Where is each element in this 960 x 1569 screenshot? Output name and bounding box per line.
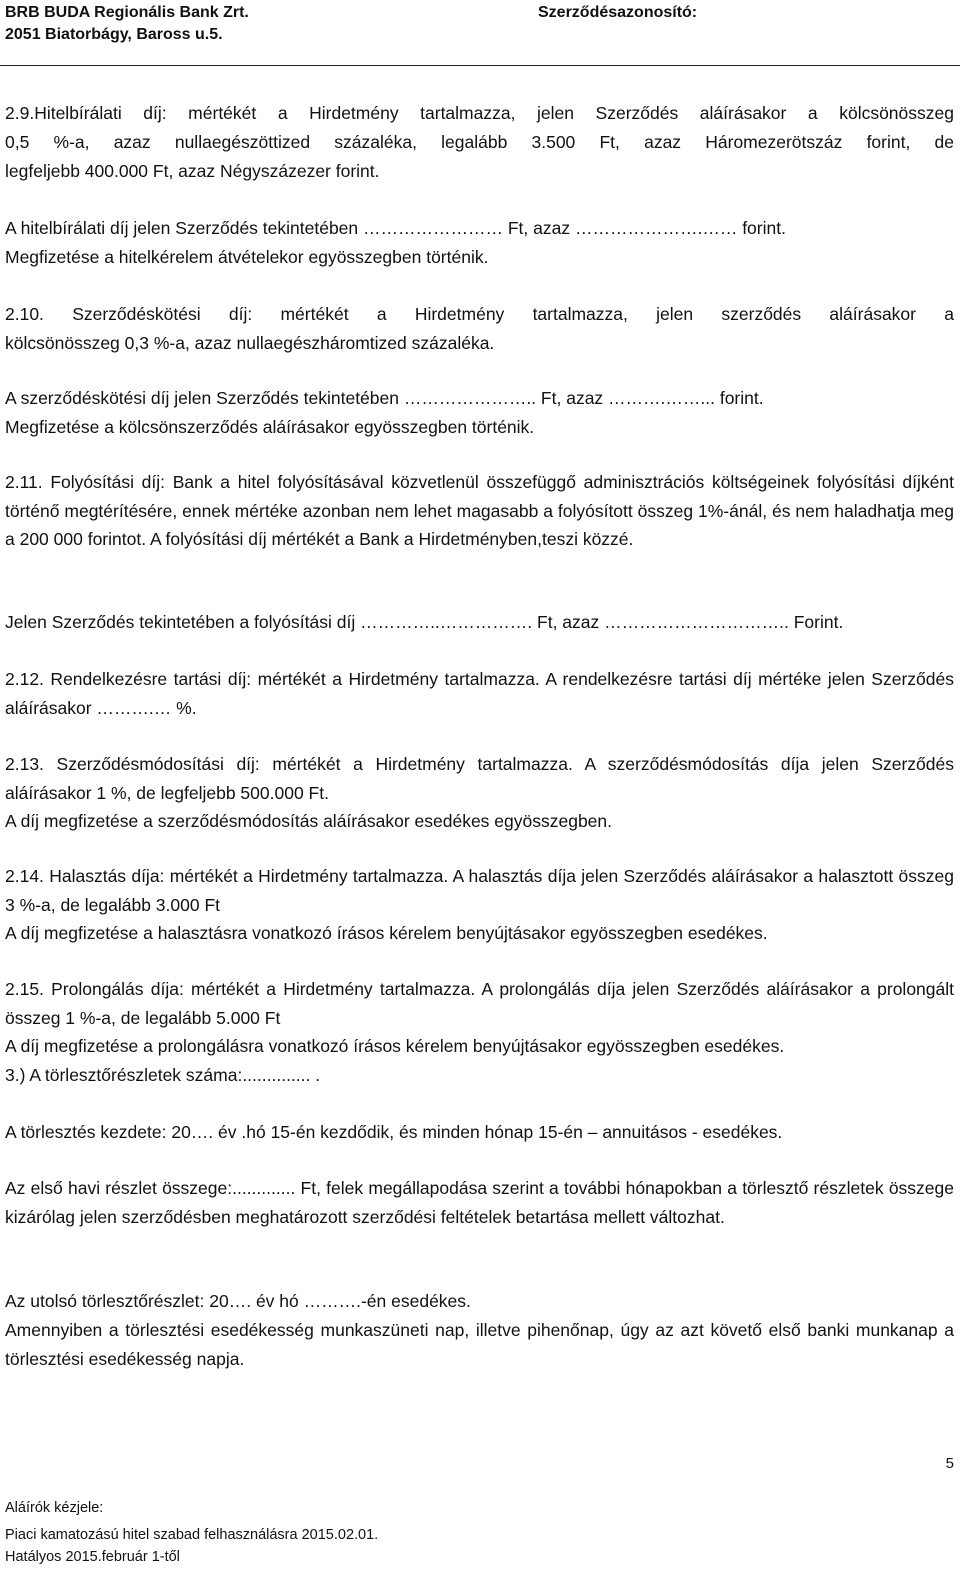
footer-product: Piaci kamatozású hitel szabad felhasználásra 2015.02.01. [5, 1527, 379, 1543]
s3-installments: 3.) A törlesztőrészletek száma:.............. . [5, 1065, 321, 1085]
footer-effective: Hatályos 2015.február 1-től [5, 1549, 180, 1565]
s2-14-payment: A díj megfizetése a halasztásra vonatkozó írásos kérelem benyújtásakor egyösszegben esedékes. [5, 923, 768, 943]
s2-10-line1: 2.10. Szerződéskötési díj: mértékét a Hirdetmény tartalmazza, jelen szerződés aláírásakor a [5, 304, 954, 324]
s2-9-line2: 0,5 %-a, azaz nullaegészöttized százaléka, legalább 3.500 Ft, azaz Háromezerötszáz forint, de [5, 132, 954, 152]
s3-holiday-rule: Amennyiben a törlesztési esedékesség munkaszüneti nap, illetve pihenőnap, úgy az azt követő első banki munkanap a törlesztési esedékesség napja. [5, 1320, 954, 1369]
s3-first-installment: Az első havi részlet összege:............. Ft, felek megállapodása szerint a további hónapokban a törlesztő részletek összege kizárólag jelen szerződésben meghatározott szerződési feltételek betartása mellett változhat. [5, 1178, 954, 1227]
s2-12-text: 2.12. Rendelkezésre tartási díj: mértékét a Hirdetmény tartalmazza. A rendelkezésre tartási díj mértéke jelen Szerződés aláírásakor ……….… %. [5, 669, 954, 718]
s2-11-fee-line: Jelen Szerződés tekintetében a folyósítási díj …………..……………. Ft, azaz ………………………….. Forint. [5, 612, 844, 632]
s2-9-fee-line: A hitelbírálati díj jelen Szerződés tekintetében …………………… Ft, azaz ………………….…… forint. [5, 218, 786, 238]
header-divider [0, 65, 960, 66]
s2-11-text: 2.11. Folyósítási díj: Bank a hitel folyósításával közvetlenül összefüggő adminisztrációs költségeinek folyósítási díjként történő megtérítésére, ennek mértéke azonban nem lehet magasabb a folyósított összeg 1%-ánál, és nem haladhatja meg a 200 000 forintot. A folyósítási díj mértékét a Bank a Hirdetményben,teszi közzé. [5, 472, 954, 549]
bank-address: 2051 Biatorbágy, Baross u.5. [5, 26, 223, 43]
s2-13-text: 2.13. Szerződésmódosítási díj: mértékét a Hirdetmény tartalmazza. A szerződésmódosítás díja jelen Szerződés aláírásakor 1 %, de legfeljebb 500.000 Ft. [5, 754, 954, 803]
page-number: 5 [945, 1455, 954, 1472]
s2-9-line1: 2.9.Hitelbírálati díj: mértékét a Hirdetmény tartalmazza, jelen Szerződés aláírásakor a kölcsönösszeg [5, 103, 954, 123]
s2-13-payment: A díj megfizetése a szerződésmódosítás aláírásakor esedékes egyösszegben. [5, 811, 613, 831]
s2-15-text: 2.15. Prolongálás díja: mértékét a Hirdetmény tartalmazza. A prolongálás díja jelen Szerződés aláírásakor a prolongált összeg 1 %-a, de legalább 5.000 Ft [5, 979, 954, 1028]
s2-10-line2: kölcsönösszeg 0,3 %-a, azaz nullaegészháromtized százaléka. [5, 333, 495, 353]
s3-last-installment: Az utolsó törlesztőrészlet: 20…. év hó ……….-én esedékes. [5, 1291, 471, 1311]
s2-14-text: 2.14. Halasztás díja: mértékét a Hirdetmény tartalmazza. A halasztás díja jelen Szerződés aláírásakor a halasztott összeg 3 %-a, de legalább 3.000 Ft [5, 866, 954, 915]
bank-name: BRB BUDA Regionális Bank Zrt. [5, 4, 249, 21]
s2-9-line3: legfeljebb 400.000 Ft, azaz Négyszázezer forint. [5, 161, 380, 181]
s2-9-payment: Megfizetése a hitelkérelem átvételekor egyösszegben történik. [5, 247, 489, 267]
s2-10-payment: Megfizetése a kölcsönszerződés aláírásakor egyösszegben történik. [5, 417, 535, 437]
s3-start: A törlesztés kezdete: 20…. év .hó 15-én kezdődik, és minden hónap 15-én – annuitásos - esedékes. [5, 1122, 783, 1142]
footer-signers-label: Aláírók kézjele: [5, 1500, 104, 1516]
s2-15-payment: A díj megfizetése a prolongálásra vonatkozó írásos kérelem benyújtásakor egyösszegben esedékes. [5, 1036, 785, 1056]
s2-10-fee-line: A szerződéskötési díj jelen Szerződés tekintetében ………………….. Ft, azaz ……….……... forint. [5, 388, 764, 408]
contract-id-label: Szerződésazonosító: [538, 4, 698, 21]
